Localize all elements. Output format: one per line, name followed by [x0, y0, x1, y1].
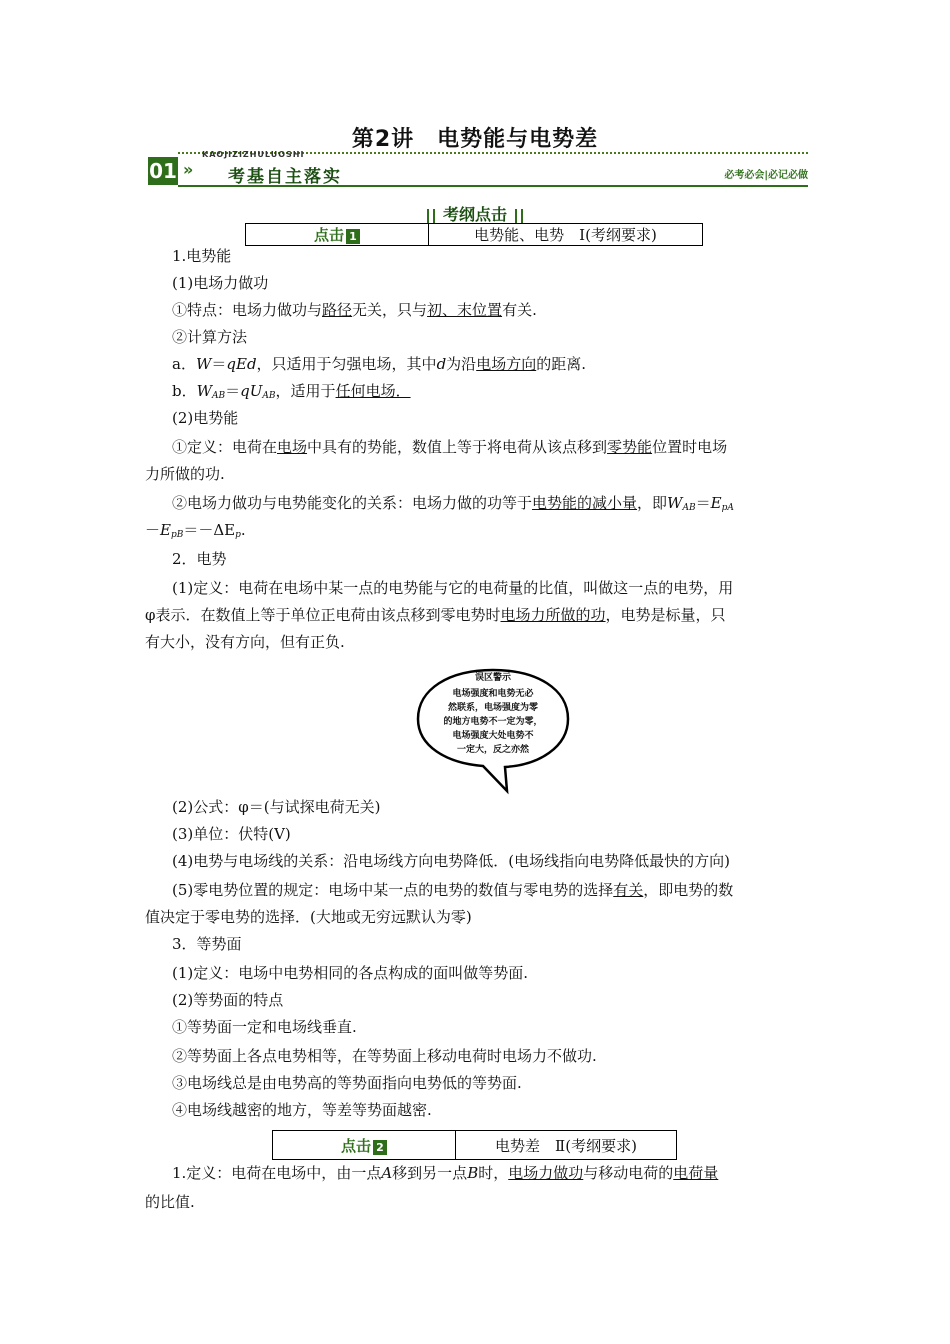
text-line: ②电场力做功与电势能变化的关系：电场力做的功等于电势能的减小量，即$W_{AB}=E_{pA}$: [172, 494, 734, 513]
bubble-line: 然联系，电场强度为零: [447, 703, 538, 713]
text-line: (1)定义：电荷在电场中某一点的电势能与它的电荷量的比值，叫做这一点的电势，用: [172, 579, 734, 597]
section-banner: [148, 152, 808, 188]
text-line: (3)单位：伏特(V): [172, 825, 291, 843]
text-line: ①特点：电场力做功与路径无关，只与初、末位置有关.: [172, 301, 537, 319]
banner-right: 必考必会|必记必做: [724, 170, 808, 181]
bubble-line: 一定大，反之亦然: [456, 745, 529, 755]
section-heading: 考纲点击: [0, 202, 950, 225]
text-line: (1)定义：电场中电势相同的各点构成的面叫做等势面.: [172, 964, 529, 982]
text-line: 的比值.: [145, 1193, 195, 1211]
heading: 2．电势: [172, 550, 227, 568]
banner-pinyin: KAOJIZIZHULUOSHI: [202, 150, 305, 159]
bubble-line: 的地方电势不一定为零，: [443, 717, 543, 727]
page-title: 第2讲 电势能与电势差: [351, 127, 599, 152]
text-line: 有大小，没有方向，但有正负.: [145, 633, 345, 651]
key-point-label: 点击 2: [273, 1131, 456, 1160]
text-line: ②等势面上各点电势相等，在等势面上移动电荷时电场力不做功.: [172, 1047, 597, 1065]
heading: 1.电势能: [172, 247, 232, 265]
bubble-title: 误区警示: [474, 673, 511, 683]
bubble-line: 电场强度大处电势不: [452, 731, 534, 741]
banner-rule: [178, 185, 808, 187]
text-line: b．$W_{AB}=qU_{AB}$，适用于任何电场．: [172, 382, 411, 401]
subheading: (1)电场力做功: [172, 274, 269, 292]
text-line: a．W＝qEd，只适用于匀强电场，其中d为沿电场方向的距离.: [172, 355, 586, 373]
banner-number: 01: [149, 159, 177, 183]
warning-bubble: [413, 667, 573, 795]
text-line: φ表示．在数值上等于单位正电荷由该点移到零电势时电场力所做的功，电势是标量，只: [145, 606, 726, 624]
text-line: 1.定义：电荷在电场中，由一点A移到另一点B时，电场力做功与移动电荷的电荷量: [172, 1164, 719, 1182]
bubble-line: 电场强度和电势无必: [452, 689, 534, 699]
text-line: (2)等势面的特点: [172, 991, 284, 1009]
text-line: ④电场线越密的地方，等差等势面越密.: [172, 1101, 432, 1119]
text-line: (5)零电势位置的规定：电场中某一点的电势的数值与零电势的选择有关，即电势的数: [172, 881, 734, 899]
key-point-content: 电势差 Ⅱ(考纲要求): [456, 1131, 677, 1160]
banner-title: 考基自主落实: [228, 167, 342, 187]
subheading: (2)电势能: [172, 409, 239, 427]
key-point-table-2: [272, 1130, 677, 1160]
text-line: ②计算方法: [172, 328, 248, 346]
text-line: ①等势面一定和电场线垂直.: [172, 1018, 357, 1036]
key-point-content: 电势能、电势 Ⅰ(考纲要求): [429, 224, 703, 246]
text-line: ③电场线总是由电势高的等势面指向电势低的等势面.: [172, 1074, 522, 1092]
text-line: 值决定于零电势的选择．(大地或无穷远默认为零): [145, 908, 472, 926]
text-line: 力所做的功.: [145, 465, 225, 483]
text-line: ①定义：电荷在电场中具有的势能，数值上等于将电荷从该点移到零势能位置时电场: [172, 438, 728, 456]
text-line: (4)电势与电场线的关系：沿电场线方向电势降低．(电场线指向电势降低最快的方向): [172, 852, 730, 870]
key-point-table-1: [245, 223, 703, 246]
text-line: $-E_{pB}=-\Delta E_p$.: [145, 521, 246, 540]
heading: 3．等势面: [172, 935, 242, 953]
chevron-icon: »: [183, 160, 194, 179]
text-line: (2)公式：φ＝(与试探电荷无关): [172, 798, 381, 816]
key-point-label: 点击 1: [246, 224, 429, 246]
